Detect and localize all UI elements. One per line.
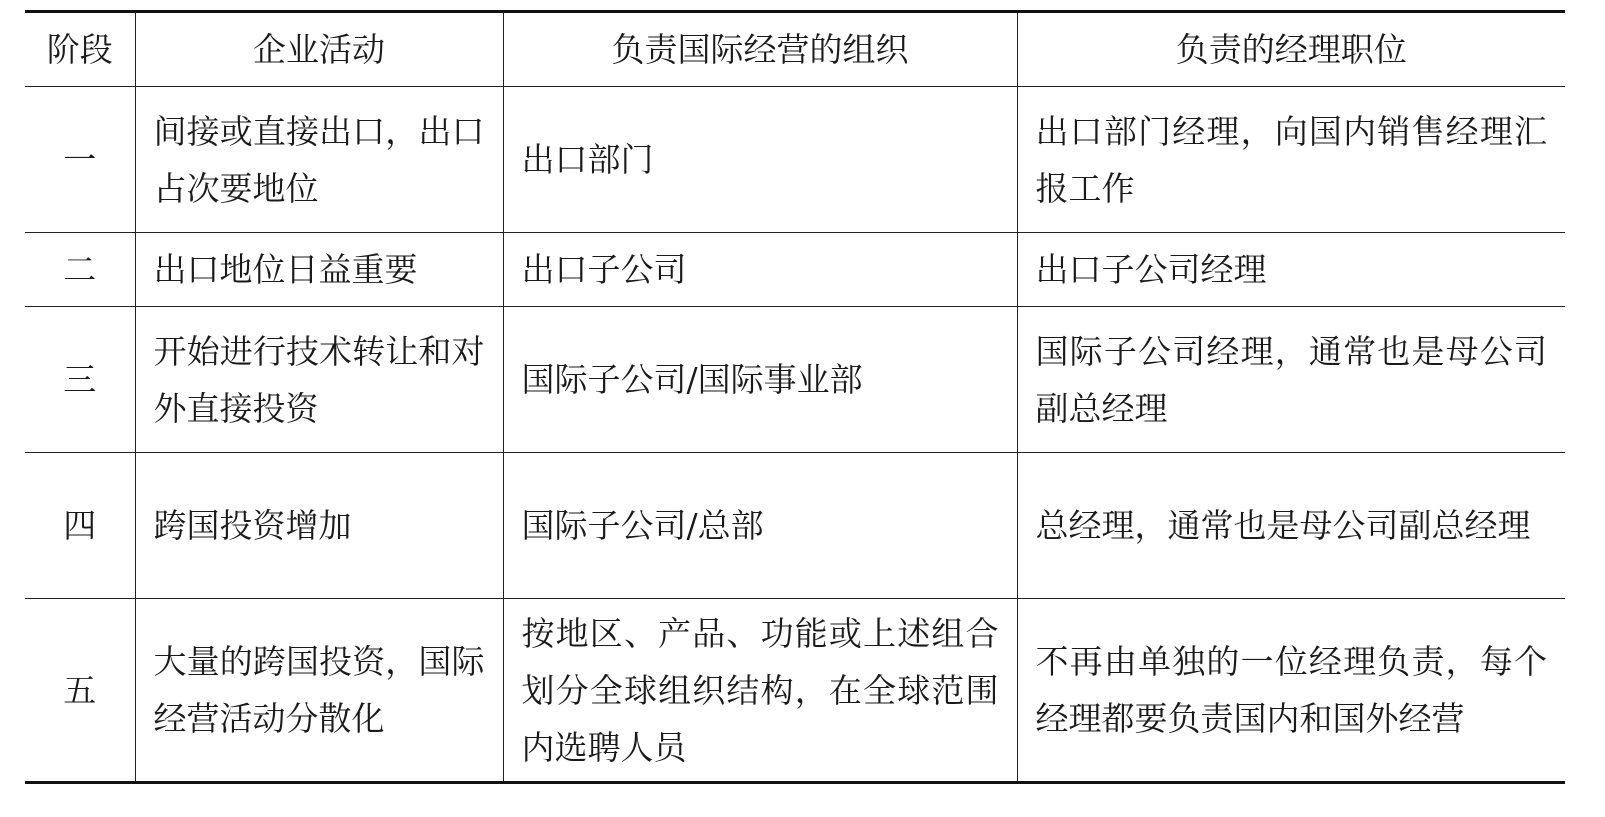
header-stage: 阶段 xyxy=(25,12,135,87)
organization-cell: 按地区、产品、功能或上述组合划分全球组织结构，在全球范围内选聘人员 xyxy=(503,599,1017,783)
header-manager: 负责的经理职位 xyxy=(1017,12,1565,87)
table-row xyxy=(25,233,1565,307)
table-header-row xyxy=(25,12,1565,87)
activity-cell: 出口地位日益重要 xyxy=(135,233,503,307)
activity-cell: 大量的跨国投资，国际经营活动分散化 xyxy=(135,599,503,783)
activity-cell: 间接或直接出口，出口占次要地位 xyxy=(135,87,503,233)
table-row xyxy=(25,599,1565,783)
organization-cell: 国际子公司/总部 xyxy=(503,453,1017,599)
stage-cell: 二 xyxy=(25,233,135,307)
manager-cell: 不再由单独的一位经理负责，每个经理都要负责国内和国外经营 xyxy=(1017,599,1565,783)
manager-cell: 出口子公司经理 xyxy=(1017,233,1565,307)
activity-cell: 跨国投资增加 xyxy=(135,453,503,599)
organization-cell: 出口子公司 xyxy=(503,233,1017,307)
stage-cell: 三 xyxy=(25,307,135,453)
manager-cell: 总经理，通常也是母公司副总经理 xyxy=(1017,453,1565,599)
header-organization: 负责国际经营的组织 xyxy=(503,12,1017,87)
manager-cell: 出口部门经理，向国内销售经理汇报工作 xyxy=(1017,87,1565,233)
manager-cell: 国际子公司经理，通常也是母公司副总经理 xyxy=(1017,307,1565,453)
stage-cell: 四 xyxy=(25,453,135,599)
stage-cell: 五 xyxy=(25,599,135,783)
table-row xyxy=(25,87,1565,233)
stage-cell: 一 xyxy=(25,87,135,233)
organization-cell: 出口部门 xyxy=(503,87,1017,233)
table-row xyxy=(25,453,1565,599)
stage-organization-table xyxy=(25,10,1565,784)
header-activity: 企业活动 xyxy=(135,12,503,87)
table-row xyxy=(25,307,1565,453)
activity-cell: 开始进行技术转让和对外直接投资 xyxy=(135,307,503,453)
organization-cell: 国际子公司/国际事业部 xyxy=(503,307,1017,453)
